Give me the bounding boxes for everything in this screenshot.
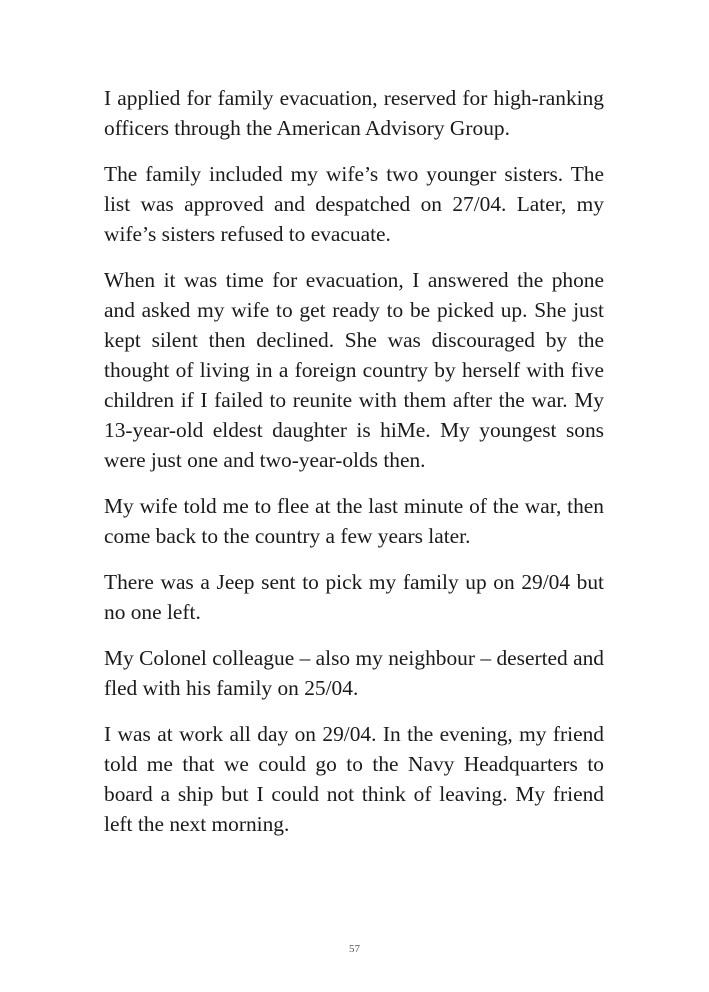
body-text (104, 83, 604, 855)
paragraph-evacuation-call: When it was time for evacuation, I answered the phone and asked my wife to get ready to be picked up. She just kept silent then declined. She was discouraged by the thought of living in a foreign country by herself with five children if I failed to reunite with them after the war. My 13-year-old eldest daughter is hiMe. My youngest sons were just one and two-year-olds then. (104, 268, 604, 472)
page-number: 57 (349, 943, 360, 955)
paragraph-wife-sisters: The family included my wife’s two younger sisters. The list was approved and despatched on 27/04. Later, my wife’s sisters refused to evacuate. (104, 162, 604, 246)
paragraph-family-evacuation-application: I applied for family evacuation, reserved for high-ranking officers through the American Advisory Group. (104, 86, 604, 140)
paragraph-navy-headquarters: I was at work all day on 29/04. In the evening, my friend told me that we could go to the Navy Headquarters to board a ship but I could not think of leaving. My friend left the next morning. (104, 722, 604, 836)
paragraph-colonel-colleague: My Colonel colleague – also my neighbour – deserted and fled with his family on 25/04. (104, 646, 604, 700)
paragraph-wife-advice: My wife told me to flee at the last minute of the war, then come back to the country a few years later. (104, 494, 604, 548)
paragraph-jeep: There was a Jeep sent to pick my family up on 29/04 but no one left. (104, 570, 604, 624)
